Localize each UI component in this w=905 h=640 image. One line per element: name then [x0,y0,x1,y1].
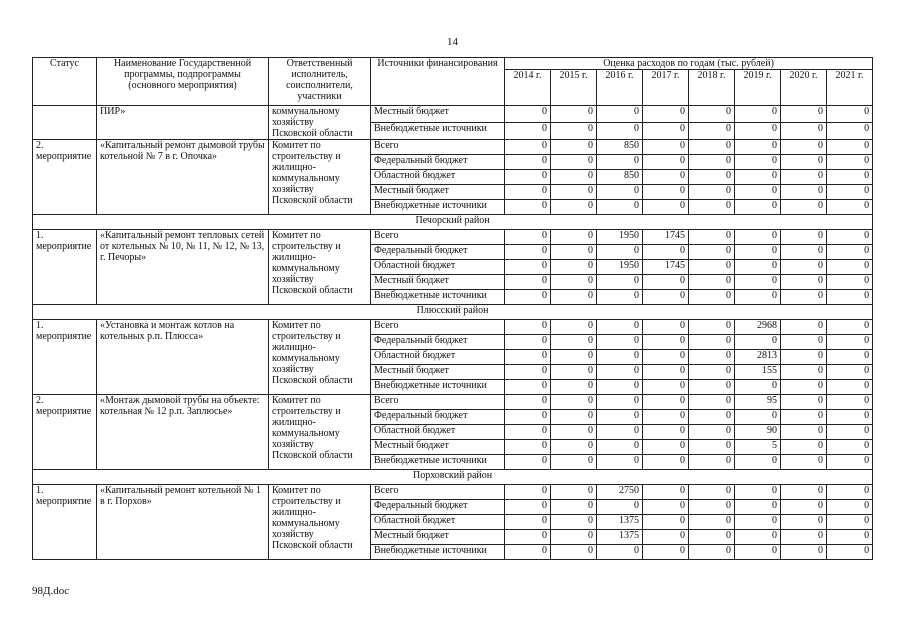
amount-cell: 0 [827,350,873,365]
amount-cell: 0 [689,380,735,395]
amount-cell: 0 [689,123,735,140]
amount-cell: 0 [689,260,735,275]
amount-cell: 0 [551,260,597,275]
amount-cell: 0 [505,230,551,245]
amount-cell: 0 [735,106,781,123]
table-row [33,230,873,245]
amount-cell: 0 [781,290,827,305]
amount-cell: 0 [551,335,597,350]
amount-cell: 0 [827,140,873,155]
footer-filename: 98Д.doc [32,585,70,597]
amount-cell: 0 [551,395,597,410]
amount-cell: 0 [551,230,597,245]
amount-cell: 0 [781,395,827,410]
amount-cell: 0 [505,395,551,410]
amount-cell: 0 [597,290,643,305]
amount-cell: 0 [781,275,827,290]
amount-cell: 0 [505,335,551,350]
amount-cell: 0 [505,365,551,380]
amount-cell: 0 [643,200,689,215]
amount-cell: 0 [827,365,873,380]
amount-cell: 0 [827,395,873,410]
amount-cell: 0 [781,155,827,170]
amount-cell: 0 [551,455,597,470]
amount-cell: 1745 [643,230,689,245]
amount-cell: 0 [689,440,735,455]
amount-cell: 0 [551,515,597,530]
amount-cell: 1950 [597,230,643,245]
amount-cell: 0 [551,200,597,215]
amount-cell: 0 [643,440,689,455]
header-year: 2021 г. [827,70,873,106]
amount-cell: 0 [781,200,827,215]
header-estimate: Оценка расходов по годам (тыс. рублей) [505,58,873,70]
amount-cell: 0 [689,410,735,425]
amount-cell: 0 [597,500,643,515]
funding-source: Областной бюджет [371,515,505,530]
amount-cell: 0 [643,395,689,410]
amount-cell: 0 [689,200,735,215]
amount-cell: 0 [643,140,689,155]
amount-cell: 0 [597,275,643,290]
amount-cell: 0 [735,485,781,500]
amount-cell: 90 [735,425,781,440]
executor-cell: коммунальному хозяйству Псковской области [269,106,371,140]
amount-cell: 0 [597,425,643,440]
amount-cell: 0 [689,106,735,123]
amount-cell: 0 [551,185,597,200]
amount-cell: 0 [551,545,597,560]
status-cell [33,106,97,140]
amount-cell: 0 [781,500,827,515]
amount-cell: 0 [735,335,781,350]
amount-cell: 0 [643,380,689,395]
program-name-cell: «Монтаж дымовой трубы на объекте: котельная № 12 р.п. Заплюсье» [97,395,269,470]
header-year: 2019 г. [735,70,781,106]
amount-cell: 0 [689,245,735,260]
amount-cell: 0 [505,410,551,425]
amount-cell: 0 [689,515,735,530]
amount-cell: 0 [505,500,551,515]
program-name-cell: «Капитальный ремонт дымовой трубы котельной № 7 в г. Опочка» [97,140,269,215]
section-title: Печорский район [33,215,873,230]
funding-source: Областной бюджет [371,260,505,275]
amount-cell: 0 [689,275,735,290]
amount-cell: 0 [689,545,735,560]
funding-source: Местный бюджет [371,275,505,290]
executor-cell: Комитет по строительству и жилищно- коммунальному хозяйству Псковской области [269,320,371,395]
funding-source: Местный бюджет [371,440,505,455]
amount-cell: 0 [597,350,643,365]
amount-cell: 0 [551,320,597,335]
amount-cell: 0 [735,410,781,425]
amount-cell: 0 [735,245,781,260]
amount-cell: 2813 [735,350,781,365]
section-row [33,305,873,320]
funding-source: Внебюджетные источники [371,545,505,560]
amount-cell: 0 [781,123,827,140]
amount-cell: 0 [781,170,827,185]
amount-cell: 0 [735,230,781,245]
amount-cell: 0 [643,106,689,123]
amount-cell: 5 [735,440,781,455]
amount-cell: 0 [505,140,551,155]
amount-cell: 0 [689,350,735,365]
amount-cell: 0 [781,485,827,500]
table-row [33,320,873,335]
amount-cell: 0 [643,123,689,140]
amount-cell: 0 [597,365,643,380]
amount-cell: 0 [827,260,873,275]
amount-cell: 0 [643,290,689,305]
amount-cell: 0 [505,200,551,215]
funding-source: Федеральный бюджет [371,500,505,515]
amount-cell: 0 [827,320,873,335]
amount-cell: 0 [689,170,735,185]
amount-cell: 0 [505,530,551,545]
amount-cell: 0 [689,155,735,170]
amount-cell: 0 [551,140,597,155]
amount-cell: 0 [551,290,597,305]
amount-cell: 0 [781,410,827,425]
funding-source: Всего [371,395,505,410]
table-header [33,58,873,106]
amount-cell: 0 [505,170,551,185]
amount-cell: 0 [735,515,781,530]
funding-source: Всего [371,320,505,335]
amount-cell: 0 [827,123,873,140]
amount-cell: 0 [551,275,597,290]
amount-cell: 0 [551,410,597,425]
amount-cell: 0 [781,106,827,123]
table-row [33,140,873,155]
amount-cell: 0 [827,200,873,215]
funding-source: Областной бюджет [371,170,505,185]
funding-source: Местный бюджет [371,530,505,545]
funding-source: Всего [371,140,505,155]
amount-cell: 0 [781,530,827,545]
amount-cell: 0 [689,230,735,245]
amount-cell: 0 [551,106,597,123]
amount-cell: 0 [781,185,827,200]
amount-cell: 0 [689,425,735,440]
amount-cell: 0 [551,485,597,500]
amount-cell: 0 [597,545,643,560]
funding-source: Внебюджетные источники [371,455,505,470]
header-program: Наименование Государственной программы, подпрограммы (основного мероприятия) [97,58,269,106]
amount-cell: 0 [597,155,643,170]
amount-cell: 0 [735,140,781,155]
amount-cell: 0 [551,530,597,545]
amount-cell: 1375 [597,515,643,530]
header-year: 2018 г. [689,70,735,106]
amount-cell: 1375 [597,530,643,545]
amount-cell: 0 [597,395,643,410]
funding-source: Федеральный бюджет [371,335,505,350]
amount-cell: 0 [781,515,827,530]
amount-cell: 850 [597,170,643,185]
amount-cell: 0 [643,455,689,470]
amount-cell: 0 [827,335,873,350]
amount-cell: 0 [505,275,551,290]
amount-cell: 0 [643,275,689,290]
amount-cell: 0 [597,185,643,200]
amount-cell: 0 [505,260,551,275]
status-cell: 2. мероприятие [33,140,97,215]
amount-cell: 0 [827,275,873,290]
amount-cell: 0 [827,170,873,185]
amount-cell: 0 [551,425,597,440]
amount-cell: 0 [505,425,551,440]
funding-source: Внебюджетные источники [371,123,505,140]
amount-cell: 0 [781,320,827,335]
executor-cell: Комитет по строительству и жилищно- коммунальному хозяйству Псковской области [269,395,371,470]
amount-cell: 0 [505,106,551,123]
amount-cell: 0 [827,440,873,455]
amount-cell: 0 [505,380,551,395]
amount-cell: 0 [827,155,873,170]
executor-cell: Комитет по строительству и жилищно- коммунальному хозяйству Псковской области [269,485,371,560]
amount-cell: 0 [643,515,689,530]
amount-cell: 0 [505,440,551,455]
amount-cell: 0 [551,123,597,140]
funding-source: Областной бюджет [371,425,505,440]
funding-source: Местный бюджет [371,185,505,200]
header-year: 2014 г. [505,70,551,106]
amount-cell: 0 [827,245,873,260]
amount-cell: 0 [781,545,827,560]
amount-cell: 0 [597,320,643,335]
amount-cell: 0 [735,260,781,275]
amount-cell: 0 [735,275,781,290]
amount-cell: 0 [643,155,689,170]
amount-cell: 0 [781,455,827,470]
amount-cell: 0 [505,515,551,530]
amount-cell: 0 [551,170,597,185]
amount-cell: 0 [781,425,827,440]
amount-cell: 0 [781,260,827,275]
amount-cell: 0 [597,123,643,140]
amount-cell: 0 [505,320,551,335]
amount-cell: 0 [735,545,781,560]
table-body [33,106,873,560]
amount-cell: 0 [643,500,689,515]
amount-cell: 0 [689,530,735,545]
amount-cell: 0 [505,350,551,365]
amount-cell: 0 [689,455,735,470]
header-year: 2020 г. [781,70,827,106]
amount-cell: 0 [735,530,781,545]
amount-cell: 0 [781,380,827,395]
amount-cell: 0 [551,380,597,395]
amount-cell: 0 [781,140,827,155]
amount-cell: 0 [597,106,643,123]
executor-cell: Комитет по строительству и жилищно- коммунальному хозяйству Псковской области [269,230,371,305]
amount-cell: 0 [643,170,689,185]
amount-cell: 0 [643,365,689,380]
amount-cell: 0 [827,485,873,500]
amount-cell: 0 [643,185,689,200]
header-year: 2015 г. [551,70,597,106]
amount-cell: 2750 [597,485,643,500]
amount-cell: 95 [735,395,781,410]
funding-source: Местный бюджет [371,365,505,380]
amount-cell: 0 [689,365,735,380]
amount-cell: 0 [643,320,689,335]
amount-cell: 0 [597,200,643,215]
amount-cell: 0 [643,485,689,500]
amount-cell: 0 [827,545,873,560]
amount-cell: 0 [735,290,781,305]
amount-cell: 0 [827,530,873,545]
amount-cell: 0 [781,350,827,365]
amount-cell: 155 [735,365,781,380]
amount-cell: 0 [597,455,643,470]
amount-cell: 0 [551,245,597,260]
amount-cell: 1745 [643,260,689,275]
funding-source: Областной бюджет [371,350,505,365]
amount-cell: 0 [505,123,551,140]
amount-cell: 0 [735,123,781,140]
amount-cell: 0 [689,485,735,500]
amount-cell: 0 [735,200,781,215]
header-year: 2017 г. [643,70,689,106]
amount-cell: 2968 [735,320,781,335]
header-status: Статус [33,58,97,106]
amount-cell: 850 [597,140,643,155]
status-cell: 1. мероприятие [33,230,97,305]
amount-cell: 0 [735,170,781,185]
program-name-cell: ПИР» [97,106,269,140]
funding-source: Внебюджетные источники [371,200,505,215]
amount-cell: 0 [505,185,551,200]
status-cell: 1. мероприятие [33,485,97,560]
amount-cell: 0 [643,545,689,560]
amount-cell: 0 [689,185,735,200]
amount-cell: 0 [781,245,827,260]
amount-cell: 0 [551,500,597,515]
amount-cell: 0 [827,455,873,470]
amount-cell: 0 [827,425,873,440]
amount-cell: 0 [735,155,781,170]
amount-cell: 0 [643,410,689,425]
page-number: 14 [447,36,458,48]
table-row [33,395,873,410]
amount-cell: 0 [643,245,689,260]
amount-cell: 0 [689,500,735,515]
funding-source: Местный бюджет [371,106,505,123]
amount-cell: 0 [827,410,873,425]
amount-cell: 0 [827,230,873,245]
amount-cell: 0 [735,185,781,200]
header-sources: Источники финансирования [371,58,505,106]
amount-cell: 0 [505,455,551,470]
amount-cell: 0 [505,155,551,170]
amount-cell: 0 [597,245,643,260]
amount-cell: 0 [597,335,643,350]
amount-cell: 0 [643,350,689,365]
amount-cell: 0 [597,380,643,395]
amount-cell: 0 [505,545,551,560]
table-row [33,106,873,123]
program-name-cell: «Капитальный ремонт котельной № 1 в г. Порхов» [97,485,269,560]
section-row [33,470,873,485]
table-row [33,485,873,500]
section-title: Плюсский район [33,305,873,320]
header-year: 2016 г. [597,70,643,106]
amount-cell: 0 [505,290,551,305]
funding-source: Всего [371,485,505,500]
amount-cell: 0 [505,485,551,500]
amount-cell: 0 [827,106,873,123]
funding-source: Всего [371,230,505,245]
section-row [33,215,873,230]
funding-source: Федеральный бюджет [371,155,505,170]
funding-source: Внебюджетные источники [371,380,505,395]
amount-cell: 0 [643,335,689,350]
amount-cell: 0 [827,380,873,395]
program-name-cell: «Капитальный ремонт тепловых сетей от котельных № 10, № 11, № 12, № 13, г. Печоры» [97,230,269,305]
amount-cell: 1950 [597,260,643,275]
amount-cell: 0 [505,245,551,260]
executor-cell: Комитет по строительству и жилищно- коммунальному хозяйству Псковской области [269,140,371,215]
amount-cell: 0 [735,455,781,470]
amount-cell: 0 [551,365,597,380]
funding-source: Федеральный бюджет [371,245,505,260]
header-executor: Ответственный исполнитель, соисполнители, участники [269,58,371,106]
status-cell: 1. мероприятие [33,320,97,395]
amount-cell: 0 [781,365,827,380]
amount-cell: 0 [735,500,781,515]
amount-cell: 0 [597,440,643,455]
amount-cell: 0 [689,395,735,410]
budget-table [32,57,873,560]
amount-cell: 0 [827,290,873,305]
funding-source: Федеральный бюджет [371,410,505,425]
amount-cell: 0 [689,290,735,305]
amount-cell: 0 [551,155,597,170]
amount-cell: 0 [643,425,689,440]
program-name-cell: «Установка и монтаж котлов на котельных р.п. Плюсса» [97,320,269,395]
amount-cell: 0 [781,230,827,245]
funding-source: Внебюджетные источники [371,290,505,305]
status-cell: 2. мероприятие [33,395,97,470]
amount-cell: 0 [643,530,689,545]
amount-cell: 0 [827,515,873,530]
section-title: Порховский район [33,470,873,485]
amount-cell: 0 [597,410,643,425]
amount-cell: 0 [689,320,735,335]
amount-cell: 0 [551,350,597,365]
amount-cell: 0 [551,440,597,455]
amount-cell: 0 [781,335,827,350]
amount-cell: 0 [735,380,781,395]
amount-cell: 0 [781,440,827,455]
amount-cell: 0 [689,140,735,155]
amount-cell: 0 [689,335,735,350]
amount-cell: 0 [827,500,873,515]
amount-cell: 0 [827,185,873,200]
